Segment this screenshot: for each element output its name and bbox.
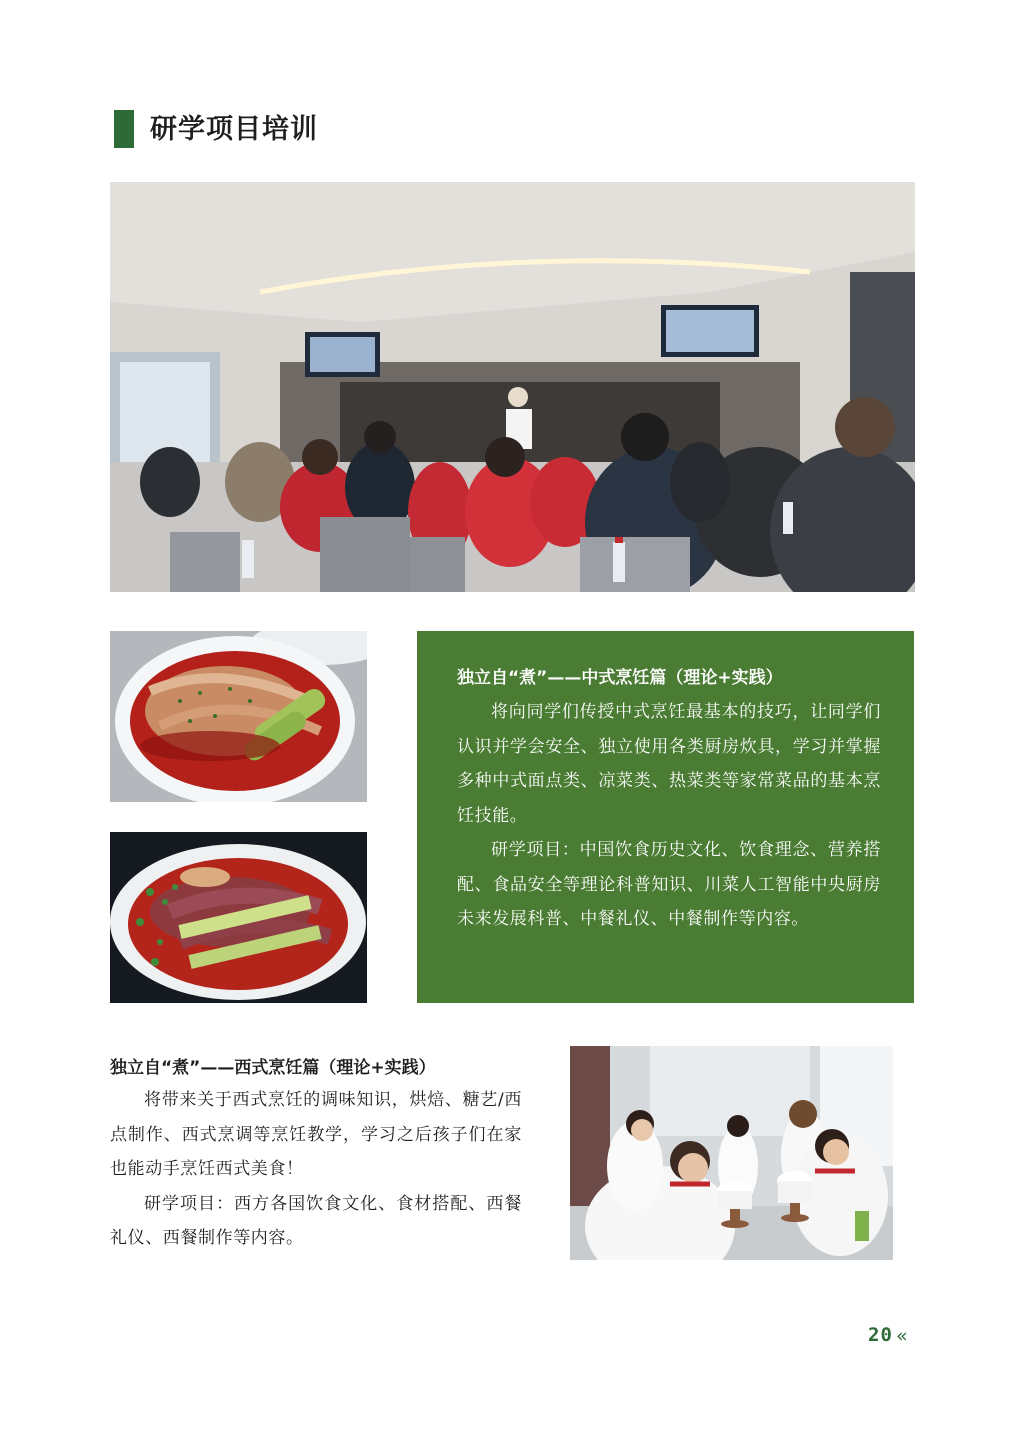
western-course-projects: 研学项目：西方各国饮食文化、食材搭配、西餐礼仪、西餐制作等内容。: [110, 1193, 522, 1248]
western-course-title: 独立自“煮”——西式烹饪篇（理论+实践）: [110, 1058, 436, 1078]
chinese-course-intro: 将向同学们传授中式烹饪最基本的技巧，让同学们认识并学会安全、独立使用各类厨房炊具，学习并掌握多种中式面点类、凉菜类、热菜类等家常菜品的基本烹饪技能。: [457, 702, 881, 826]
heading-accent-bar: [114, 110, 134, 148]
baking-class-photo: [570, 1046, 893, 1260]
chinese-cooking-panel: [417, 631, 914, 1003]
double-chevron-left-icon: «: [896, 1325, 908, 1347]
page-title: 研学项目培训: [150, 114, 318, 145]
dish-photo-cucumber-rolls: [110, 832, 367, 1003]
western-course-intro: 将带来关于西式烹饪的调味知识，烘焙、糖艺/西点制作、西式烹调等烹饪教学，学习之后孩子们在家也能动手烹饪西式美食！: [110, 1090, 522, 1179]
page-number: 20: [868, 1324, 893, 1346]
western-cooking-section: [110, 1053, 522, 1256]
chinese-course-projects: 研学项目：中国饮食历史文化、饮食理念、营养搭配、食品安全等理论科普知识、川菜人工智能中央厨房未来发展科普、中餐礼仪、中餐制作等内容。: [457, 840, 881, 929]
dish-photo-sliced-meat: [110, 631, 367, 802]
chinese-course-title: 独立自“煮”——中式烹饪篇（理论+实践）: [457, 668, 783, 688]
classroom-photo: [110, 182, 915, 592]
